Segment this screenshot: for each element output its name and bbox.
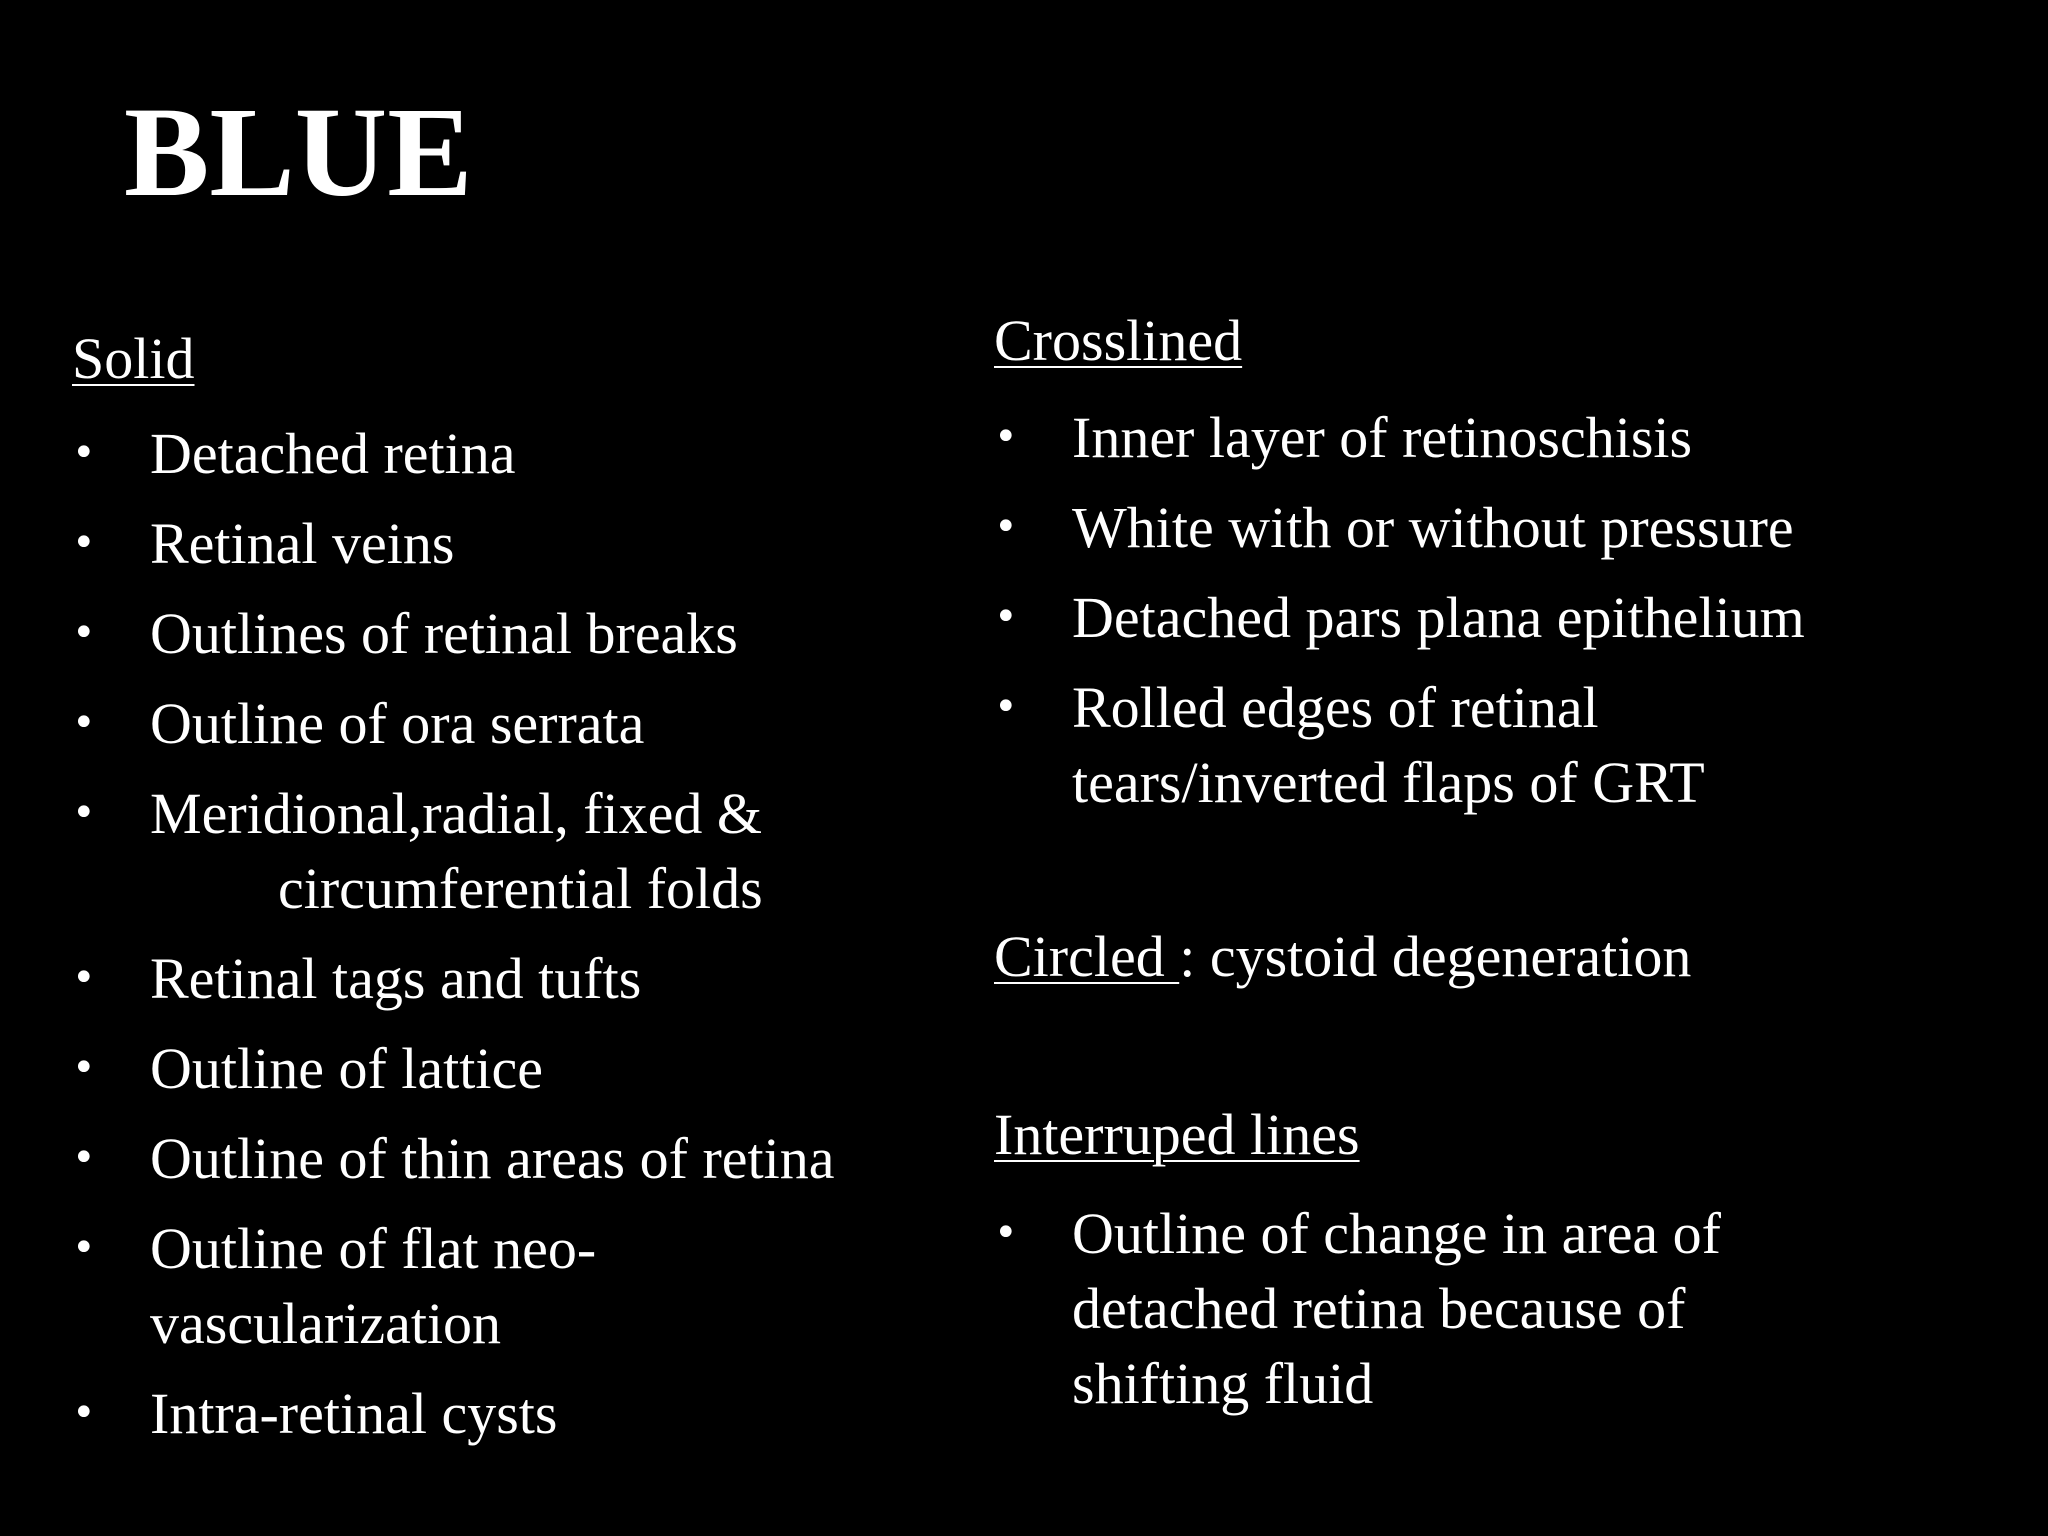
list-item: • Outline of ora serrata	[72, 686, 834, 761]
bullet-icon: •	[994, 594, 1018, 640]
bullet-icon: •	[72, 1225, 96, 1271]
bullet-icon: •	[72, 700, 96, 746]
list-item: • Rolled edges of retinal tears/inverted flaps of GRT	[994, 670, 1805, 820]
circled-heading: Circled	[994, 924, 1180, 989]
bullet-icon: •	[72, 1045, 96, 1091]
list-item: • Detached pars plana epithelium	[994, 580, 1805, 655]
bullet-icon: •	[994, 504, 1018, 550]
list-item: • Intra-retinal cysts	[72, 1376, 834, 1451]
solid-heading: Solid	[72, 326, 195, 391]
bullet-icon: •	[72, 790, 96, 836]
crosslined-heading: Crosslined	[994, 308, 1243, 373]
list-item: • Outlines of retinal breaks	[72, 596, 834, 671]
circled-line	[994, 924, 1692, 989]
bullet-icon: •	[72, 1135, 96, 1181]
list-item: • Inner layer of retinoschisis	[994, 400, 1805, 475]
list-item: • Retinal tags and tufts	[72, 941, 834, 1016]
circled-description: : cystoid degeneration	[1179, 924, 1692, 989]
list-item: • Outline of lattice	[72, 1031, 834, 1106]
interrupted-heading: Interruped lines	[994, 1102, 1360, 1167]
slide-title: BLUE	[124, 81, 473, 223]
bullet-icon: •	[994, 1210, 1018, 1256]
bullet-icon: •	[72, 955, 96, 1001]
list-item: • Detached retina	[72, 416, 834, 491]
list-item: • Outline of thin areas of retina	[72, 1121, 834, 1196]
list-item: • Meridional,radial, fixed & circumferential folds	[72, 776, 834, 926]
list-item: • White with or without pressure	[994, 490, 1805, 565]
bullet-icon: •	[72, 610, 96, 656]
interrupted-list	[994, 1196, 1721, 1436]
bullet-icon: •	[72, 1390, 96, 1436]
bullet-icon: •	[994, 414, 1018, 460]
bullet-icon: •	[72, 430, 96, 476]
crosslined-list	[994, 400, 1805, 835]
list-item: • Retinal veins	[72, 506, 834, 581]
list-item: • Outline of change in area of detached retina because of shifting fluid	[994, 1196, 1721, 1421]
solid-list	[72, 416, 834, 1466]
list-item: • Outline of flat neo- vascularization	[72, 1211, 834, 1361]
bullet-icon: •	[994, 684, 1018, 730]
bullet-icon: •	[72, 520, 96, 566]
